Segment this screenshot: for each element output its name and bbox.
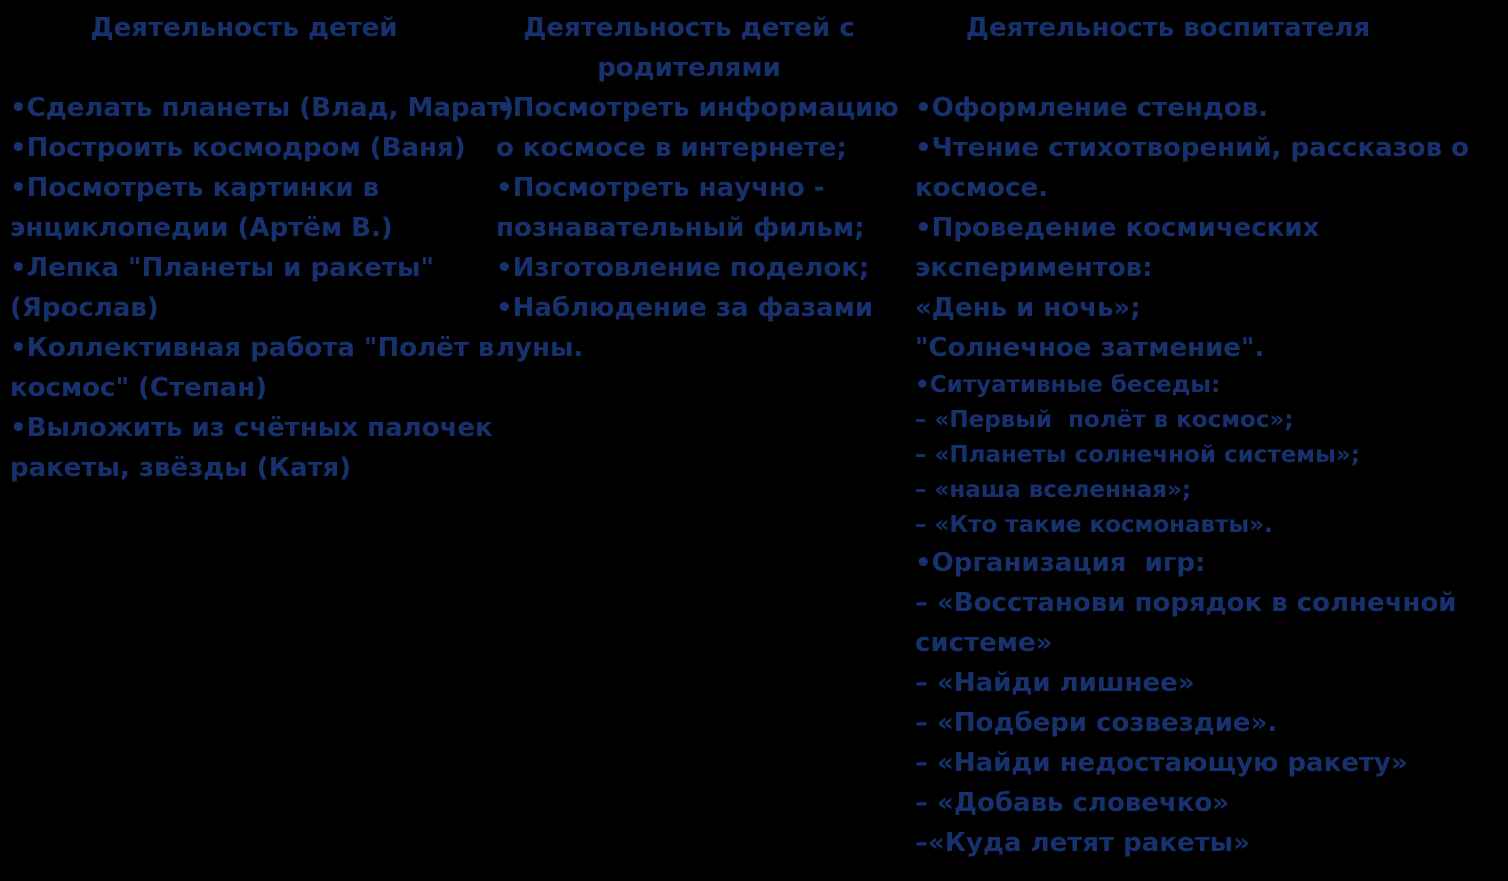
text-line: – «наша вселенная»; (915, 477, 1192, 503)
column-body (496, 88, 899, 368)
text-line: системе» (915, 628, 1053, 658)
text-line: – «Подбери созвездие». (915, 708, 1278, 738)
text-line: космосе. (915, 173, 1048, 203)
text-line: •Посмотреть научно - (496, 173, 825, 203)
text-line: о космосе в интернете; (496, 133, 847, 163)
text-line: •Оформление стендов. (915, 93, 1269, 123)
text-line: •Проведение космических (915, 213, 1320, 243)
column-header (915, 8, 1421, 88)
text-line: •Наблюдение за фазами (496, 293, 874, 323)
text-line: •Изготовление поделок; (496, 253, 870, 283)
text-line: •Лепка "Планеты и ракеты" (10, 253, 435, 283)
column-body (915, 88, 1469, 863)
column-body (10, 88, 515, 488)
text-line: •Организация игр: (915, 548, 1206, 578)
column-header (496, 8, 882, 88)
text-line: •Посмотреть картинки в (10, 173, 380, 203)
text-line: «День и ночь»; (915, 293, 1141, 323)
text-line: ракеты, звёзды (Катя) (10, 453, 352, 483)
text-line: –«Куда летят ракеты» (915, 828, 1250, 858)
text-line: – «Планеты солнечной системы»; (915, 442, 1360, 468)
column-children-activities (10, 8, 515, 488)
column-header-line: Деятельность детей с (523, 13, 855, 43)
text-line: – «Добавь словечко» (915, 788, 1230, 818)
text-line: луны. (496, 333, 584, 363)
text-line: – «Найди недостающую ракету» (915, 748, 1408, 778)
text-line: космос" (Степан) (10, 373, 268, 403)
text-line: – «Первый полёт в космос»; (915, 407, 1294, 433)
column-header-line: Деятельность воспитателя (965, 13, 1371, 43)
text-line: •Ситуативные беседы: (915, 372, 1221, 398)
text-line: •Коллективная работа "Полёт в (10, 333, 495, 363)
column-header (10, 8, 478, 88)
text-line: •Выложить из счётных палочек (10, 413, 493, 443)
column-teacher-activities (915, 8, 1469, 863)
column-header-line: Деятельность детей (90, 13, 398, 43)
text-line: познавательный фильм; (496, 213, 865, 243)
text-line: энциклопедии (Артём В.) (10, 213, 393, 243)
column-header-line: родителями (597, 53, 781, 83)
text-line: •Построить космодром (Ваня) (10, 133, 466, 163)
text-line: – «Найди лишнее» (915, 668, 1195, 698)
text-line: "Солнечное затмение". (915, 333, 1265, 363)
column-children-with-parents-activities (496, 8, 899, 368)
text-line: экспериментов: (915, 253, 1153, 283)
text-line: – «Кто такие космонавты». (915, 512, 1273, 538)
text-line: •Чтение стихотворений, рассказов о (915, 133, 1469, 163)
text-line: •Сделать планеты (Влад, Марат) (10, 93, 515, 123)
text-line: •Посмотреть информацию (496, 93, 899, 123)
text-line: (Ярослав) (10, 293, 159, 323)
text-line: – «Восстанови порядок в солнечной (915, 588, 1457, 618)
